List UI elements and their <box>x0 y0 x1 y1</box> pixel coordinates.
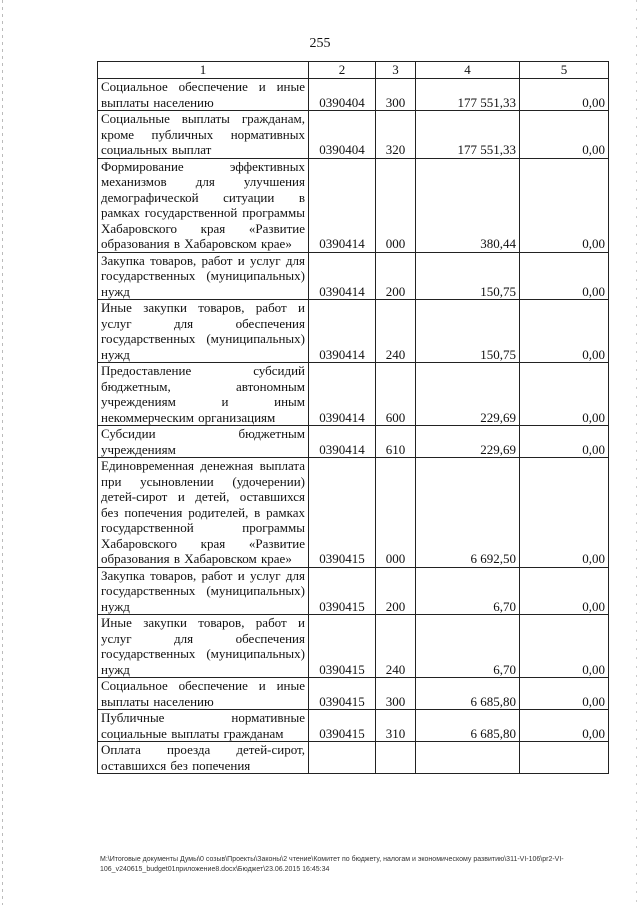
row-vr: 610 <box>376 426 416 458</box>
row-name: Публичные нормативные социальные выплаты гражданам <box>98 710 309 742</box>
row-sum4: 177 551,33 <box>416 79 520 111</box>
table-row <box>98 363 609 426</box>
row-code: 0390414 <box>309 252 376 300</box>
table-row <box>98 426 609 458</box>
header-col-1: 1 <box>98 62 309 79</box>
page-number: 255 <box>309 36 331 51</box>
scan-edge-left <box>2 0 3 905</box>
row-sum5: 0,00 <box>520 158 609 252</box>
file-path-footer: M:\Итоговые документы Думы\0 созыв\Проекты\Законы\2 чтение\Комитет по бюджету, налогам и экономическому развитию\311-VI-106\pr2-VI-106_v240615_budget01приложение8.docx\Бюджет\23.06.2015 16:45:34 <box>100 856 564 873</box>
row-code <box>309 742 376 774</box>
row-name: Предоставление субсидий бюджетным, автономным учреждениям и иным некоммерческим организациям <box>98 363 309 426</box>
row-vr: 000 <box>376 158 416 252</box>
row-vr <box>376 742 416 774</box>
row-name: Закупка товаров, работ и услуг для государственных (муниципальных) нужд <box>98 252 309 300</box>
row-sum4 <box>416 742 520 774</box>
row-name: Иные закупки товаров, работ и услуг для обеспечения государственных (муниципальных) нужд <box>98 615 309 678</box>
row-name: Социальные выплаты гражданам, кроме публичных нормативных социальных выплат <box>98 111 309 159</box>
row-sum5 <box>520 742 609 774</box>
header-col-3: 3 <box>376 62 416 79</box>
row-code: 0390404 <box>309 79 376 111</box>
row-sum5: 0,00 <box>520 615 609 678</box>
row-code: 0390415 <box>309 678 376 710</box>
table-row <box>98 252 609 300</box>
row-vr: 600 <box>376 363 416 426</box>
row-vr: 200 <box>376 252 416 300</box>
scan-edge-right <box>636 0 637 905</box>
row-code: 0390414 <box>309 300 376 363</box>
header-col-4: 4 <box>416 62 520 79</box>
row-sum5: 0,00 <box>520 300 609 363</box>
row-name: Оплата проезда детей-сирот, оставшихся без попечения <box>98 742 309 774</box>
table-row <box>98 458 609 568</box>
row-code: 0390414 <box>309 363 376 426</box>
table-row <box>98 742 609 774</box>
row-name: Социальное обеспечение и иные выплаты населению <box>98 79 309 111</box>
row-name: Формирование эффективных механизмов для улучшения демографической ситуации в рамках государственной программы Хабаровского края «Развитие образования в Хабаровском крае» <box>98 158 309 252</box>
row-sum4: 6 692,50 <box>416 458 520 568</box>
row-vr: 310 <box>376 710 416 742</box>
row-sum4: 150,75 <box>416 252 520 300</box>
row-code: 0390414 <box>309 426 376 458</box>
row-vr: 200 <box>376 567 416 615</box>
row-vr: 240 <box>376 615 416 678</box>
row-sum4: 6 685,80 <box>416 710 520 742</box>
row-sum5: 0,00 <box>520 111 609 159</box>
row-sum4: 177 551,33 <box>416 111 520 159</box>
row-code: 0390404 <box>309 111 376 159</box>
row-code: 0390415 <box>309 567 376 615</box>
row-sum5: 0,00 <box>520 678 609 710</box>
row-sum5: 0,00 <box>520 79 609 111</box>
header-col-2: 2 <box>309 62 376 79</box>
row-vr: 300 <box>376 678 416 710</box>
table-row <box>98 79 609 111</box>
row-sum5: 0,00 <box>520 710 609 742</box>
table-row <box>98 615 609 678</box>
table-row <box>98 158 609 252</box>
row-sum4: 229,69 <box>416 426 520 458</box>
row-sum5: 0,00 <box>520 567 609 615</box>
row-name: Субсидии бюджетным учреждениям <box>98 426 309 458</box>
row-name: Иные закупки товаров, работ и услуг для обеспечения государственных (муниципальных) нужд <box>98 300 309 363</box>
row-sum5: 0,00 <box>520 363 609 426</box>
row-code: 0390414 <box>309 158 376 252</box>
row-sum4: 150,75 <box>416 300 520 363</box>
row-name: Закупка товаров, работ и услуг для государственных (муниципальных) нужд <box>98 567 309 615</box>
row-sum5: 0,00 <box>520 458 609 568</box>
row-vr: 240 <box>376 300 416 363</box>
row-code: 0390415 <box>309 458 376 568</box>
row-sum4: 229,69 <box>416 363 520 426</box>
table-row <box>98 567 609 615</box>
row-name: Социальное обеспечение и иные выплаты населению <box>98 678 309 710</box>
header-col-5: 5 <box>520 62 609 79</box>
row-vr: 320 <box>376 111 416 159</box>
row-code: 0390415 <box>309 710 376 742</box>
table-row <box>98 300 609 363</box>
row-vr: 000 <box>376 458 416 568</box>
row-sum4: 6,70 <box>416 615 520 678</box>
row-code: 0390415 <box>309 615 376 678</box>
row-sum4: 6 685,80 <box>416 678 520 710</box>
budget-table <box>97 61 609 774</box>
table-row <box>98 710 609 742</box>
header-row <box>98 62 609 79</box>
table-row <box>98 111 609 159</box>
row-vr: 300 <box>376 79 416 111</box>
row-name: Единовременная денежная выплата при усыновлении (удочерении) детей-сирот и детей, оставшихся без попечения родителей, в рамках государственной программы Хабаровского края «Развитие образования в Хабаровском крае» <box>98 458 309 568</box>
row-sum5: 0,00 <box>520 426 609 458</box>
table-row <box>98 678 609 710</box>
row-sum4: 380,44 <box>416 158 520 252</box>
row-sum5: 0,00 <box>520 252 609 300</box>
row-sum4: 6,70 <box>416 567 520 615</box>
